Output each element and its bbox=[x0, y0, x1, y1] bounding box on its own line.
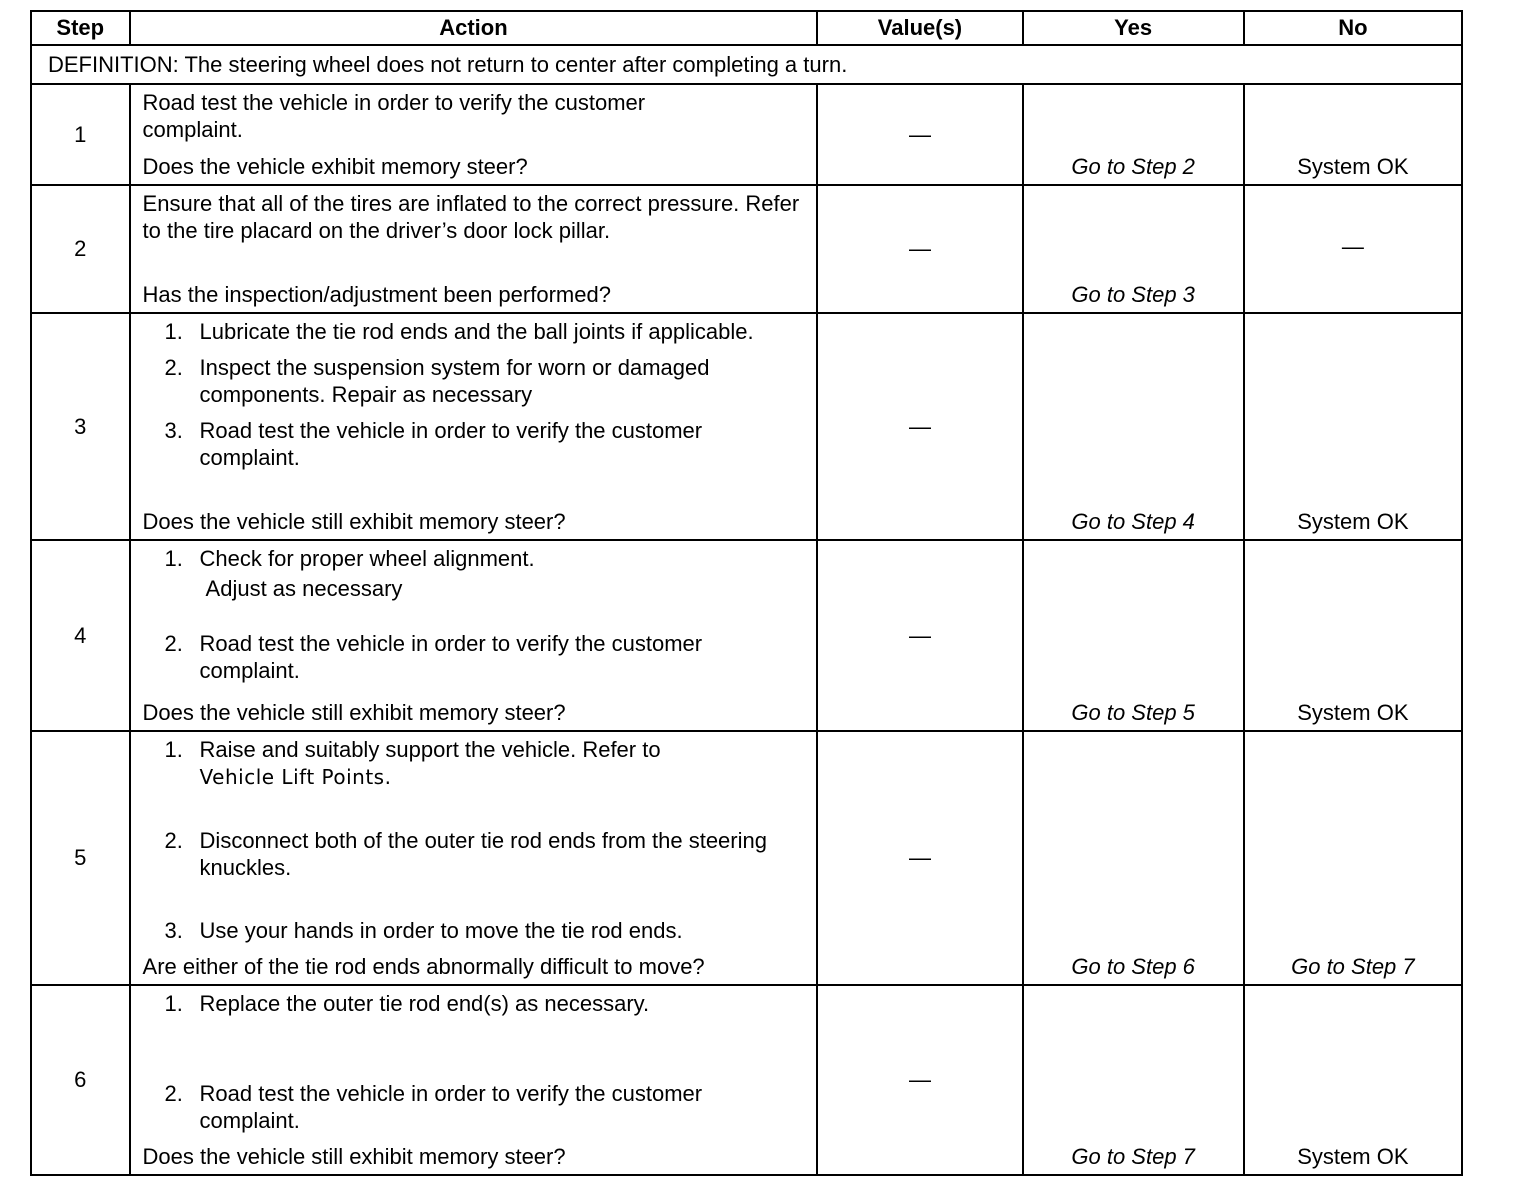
list-item: 2. Inspect the suspension system for worn or damaged components. Repair as necessary bbox=[164, 355, 710, 407]
value-cell: — bbox=[817, 540, 1022, 731]
list-item-text: Use your hands in order to move the tie rod ends. bbox=[199, 918, 683, 943]
definition-row bbox=[31, 45, 1462, 84]
action-cell bbox=[130, 185, 818, 313]
no-result: System OK bbox=[1244, 985, 1462, 1175]
step-number: 3 bbox=[31, 313, 130, 540]
no-result: System OK bbox=[1244, 540, 1462, 731]
list-item-text: Road test the vehicle in order to verify the customer complaint. bbox=[199, 631, 703, 683]
list-item-subtext: Adjust as necessary bbox=[205, 576, 403, 601]
list-item: 1. Replace the outer tie rod end(s) as necessary. bbox=[164, 991, 650, 1016]
step-number: 5 bbox=[31, 731, 130, 985]
table-row bbox=[31, 313, 1462, 540]
table-row bbox=[31, 731, 1462, 985]
action-paragraph: Ensure that all of the tires are inflated to the correct pressure. Refer to the tire placard on the driver’s door lock pillar. bbox=[142, 191, 800, 243]
no-result: — bbox=[1244, 185, 1462, 313]
action-question: Does the vehicle still exhibit memory steer? bbox=[142, 700, 566, 725]
action-list bbox=[143, 990, 807, 1134]
action-question: Does the vehicle exhibit memory steer? bbox=[142, 154, 528, 179]
value-cell: — bbox=[817, 84, 1022, 185]
table-row bbox=[31, 185, 1462, 313]
value-cell: — bbox=[817, 313, 1022, 540]
list-item: 3. Use your hands in order to move the tie rod ends. bbox=[164, 918, 683, 943]
step-number: 4 bbox=[31, 540, 130, 731]
list-item-text: Disconnect both of the outer tie rod ends from the steering knuckles. bbox=[199, 828, 767, 880]
action-cell bbox=[130, 731, 818, 985]
table-row bbox=[31, 84, 1462, 185]
table-row bbox=[31, 985, 1462, 1175]
action-list bbox=[143, 736, 807, 944]
action-question: Does the vehicle still exhibit memory steer? bbox=[142, 509, 566, 534]
list-item-text: Check for proper wheel alignment. bbox=[199, 546, 535, 571]
header-step: Step bbox=[31, 11, 130, 45]
table-row bbox=[31, 540, 1462, 731]
list-item: 3. Road test the vehicle in order to verify the customer complaint. bbox=[164, 418, 703, 470]
list-item: 2. Road test the vehicle in order to verify the customer complaint. bbox=[164, 631, 703, 683]
action-question: Does the vehicle still exhibit memory steer? bbox=[142, 1144, 566, 1169]
value-cell: — bbox=[817, 185, 1022, 313]
action-paragraph: Road test the vehicle in order to verify the customer complaint. bbox=[142, 90, 646, 142]
action-question: Are either of the tie rod ends abnormally difficult to move? bbox=[142, 954, 705, 979]
list-item: 2. Road test the vehicle in order to verify the customer complaint. bbox=[164, 1081, 703, 1133]
step-number: 1 bbox=[31, 84, 130, 185]
list-item-text: Replace the outer tie rod end(s) as necessary. bbox=[199, 991, 650, 1016]
yes-result: Go to Step 7 bbox=[1023, 985, 1244, 1175]
header-yes: Yes bbox=[1023, 11, 1244, 45]
list-item: 1. Check for proper wheel alignment. Adjust as necessary bbox=[164, 546, 535, 601]
action-list bbox=[143, 318, 807, 471]
action-cell bbox=[130, 985, 818, 1175]
no-result: System OK bbox=[1244, 84, 1462, 185]
action-cell bbox=[130, 540, 818, 731]
step-number: 6 bbox=[31, 985, 130, 1175]
header-values: Value(s) bbox=[817, 11, 1022, 45]
action-cell bbox=[130, 84, 818, 185]
no-result: Go to Step 7 bbox=[1244, 731, 1462, 985]
list-item: 1. Raise and suitably support the vehicle. Refer to Vehicle Lift Points. bbox=[164, 737, 661, 789]
list-item-text: Road test the vehicle in order to verify the customer complaint. bbox=[199, 1081, 703, 1133]
list-item: 2. Disconnect both of the outer tie rod ends from the steering knuckles. bbox=[164, 828, 767, 880]
list-item-text: Raise and suitably support the vehicle. Refer to bbox=[199, 737, 661, 762]
diagnostic-table bbox=[30, 10, 1463, 1176]
definition-text: DEFINITION: The steering wheel does not return to center after completing a turn. bbox=[31, 45, 1462, 84]
action-list bbox=[143, 545, 807, 684]
yes-result: Go to Step 5 bbox=[1023, 540, 1244, 731]
vehicle-lift-points-link[interactable]: Vehicle Lift Points. bbox=[199, 765, 392, 789]
header-action: Action bbox=[130, 11, 818, 45]
yes-result: Go to Step 6 bbox=[1023, 731, 1244, 985]
action-question: Has the inspection/adjustment been performed? bbox=[142, 282, 611, 307]
header-no: No bbox=[1244, 11, 1462, 45]
yes-result: Go to Step 3 bbox=[1023, 185, 1244, 313]
list-item-text: Inspect the suspension system for worn or damaged components. Repair as necessary bbox=[199, 355, 710, 407]
header-row bbox=[31, 11, 1462, 45]
list-item: 1. Lubricate the tie rod ends and the ball joints if applicable. bbox=[164, 319, 754, 344]
yes-result: Go to Step 4 bbox=[1023, 313, 1244, 540]
yes-result: Go to Step 2 bbox=[1023, 84, 1244, 185]
step-number: 2 bbox=[31, 185, 130, 313]
value-cell: — bbox=[817, 731, 1022, 985]
value-cell: — bbox=[817, 985, 1022, 1175]
no-result: System OK bbox=[1244, 313, 1462, 540]
action-cell bbox=[130, 313, 818, 540]
list-item-text: Lubricate the tie rod ends and the ball joints if applicable. bbox=[199, 319, 754, 344]
list-item-text: Road test the vehicle in order to verify the customer complaint. bbox=[199, 418, 703, 470]
